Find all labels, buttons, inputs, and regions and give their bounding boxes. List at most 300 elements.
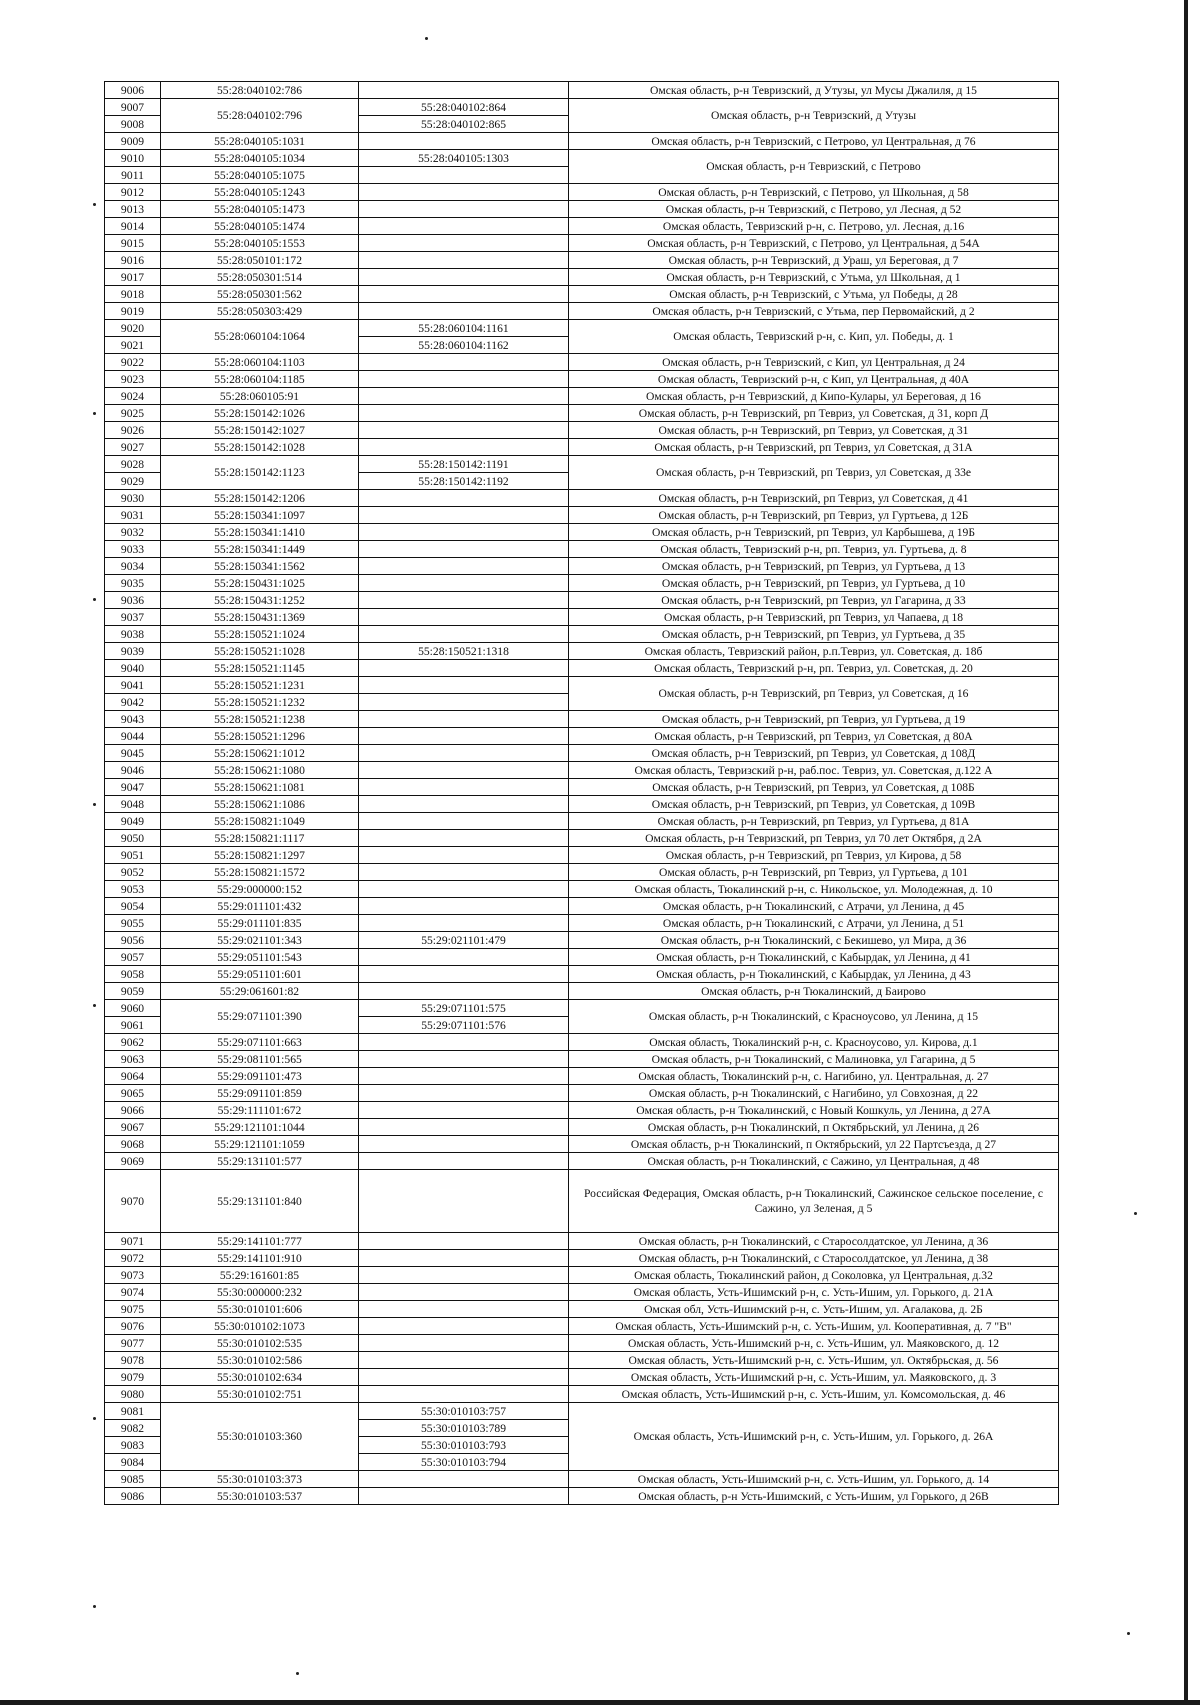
row-number-cell: 9072 bbox=[105, 1250, 161, 1267]
related-number-cell bbox=[359, 626, 569, 643]
address-cell: Омская область, Тевризский р-н, с. Петрово, ул. Лесная, д.16 bbox=[569, 218, 1059, 235]
row-number-cell: 9026 bbox=[105, 422, 161, 439]
address-cell: Омская область, р-н Тевризский, рп Тевриз, ул Карбышева, д 19Б bbox=[569, 524, 1059, 541]
related-number-cell bbox=[359, 422, 569, 439]
cadastral-number-cell: 55:30:010103:537 bbox=[161, 1488, 359, 1505]
address-cell: Омская область, Усть-Ишимский р-н, с. Усть-Ишим, ул. Кооперативная, д. 7 "В" bbox=[569, 1318, 1059, 1335]
related-number-cell bbox=[359, 575, 569, 592]
row-number-cell: 9009 bbox=[105, 133, 161, 150]
table-row bbox=[105, 643, 1059, 660]
table-row bbox=[105, 1284, 1059, 1301]
row-number-cell: 9021 bbox=[105, 337, 161, 354]
table-row bbox=[105, 405, 1059, 422]
row-number-cell: 9027 bbox=[105, 439, 161, 456]
cadastral-number-cell: 55:30:010103:373 bbox=[161, 1471, 359, 1488]
cadastral-number-cell: 55:28:040105:1075 bbox=[161, 167, 359, 184]
table-row bbox=[105, 983, 1059, 1000]
related-number-cell bbox=[359, 898, 569, 915]
cadastral-number-cell: 55:28:040105:1474 bbox=[161, 218, 359, 235]
related-number-cell bbox=[359, 286, 569, 303]
cadastral-number-cell: 55:28:150521:1145 bbox=[161, 660, 359, 677]
address-cell: Омская область, р-н Тевризский, рп Тевриз, ул Советская, д 31 bbox=[569, 422, 1059, 439]
table-row bbox=[105, 1301, 1059, 1318]
row-number-cell: 9016 bbox=[105, 252, 161, 269]
table-row bbox=[105, 439, 1059, 456]
table-row bbox=[105, 99, 1059, 116]
table-row bbox=[105, 898, 1059, 915]
address-cell: Омская область, р-н Тевризский, рп Тевриз, ул Советская, д 41 bbox=[569, 490, 1059, 507]
address-cell: Омская область, р-н Тевризский, рп Тевриз, ул Гагарина, д 33 bbox=[569, 592, 1059, 609]
row-number-cell: 9083 bbox=[105, 1437, 161, 1454]
scan-edge-right bbox=[1184, 0, 1188, 1705]
row-number-cell: 9025 bbox=[105, 405, 161, 422]
related-number-cell bbox=[359, 592, 569, 609]
table-row bbox=[105, 1051, 1059, 1068]
table-row bbox=[105, 1369, 1059, 1386]
row-number-cell: 9046 bbox=[105, 762, 161, 779]
table-row bbox=[105, 1267, 1059, 1284]
related-number-cell bbox=[359, 1068, 569, 1085]
related-number-cell: 55:28:150142:1191 bbox=[359, 456, 569, 473]
table-row bbox=[105, 218, 1059, 235]
row-number-cell: 9059 bbox=[105, 983, 161, 1000]
address-cell: Омская область, Тевризский р-н, рп. Тевриз, ул. Советская, д. 20 bbox=[569, 660, 1059, 677]
related-number-cell bbox=[359, 1369, 569, 1386]
related-number-cell bbox=[359, 1318, 569, 1335]
related-number-cell bbox=[359, 711, 569, 728]
row-number-cell: 9047 bbox=[105, 779, 161, 796]
row-number-cell: 9043 bbox=[105, 711, 161, 728]
cadastral-number-cell: 55:29:141101:910 bbox=[161, 1250, 359, 1267]
cadastral-number-cell: 55:28:150521:1024 bbox=[161, 626, 359, 643]
cadastral-number-cell: 55:28:150521:1232 bbox=[161, 694, 359, 711]
address-cell: Омская область, р-н Тюкалинский, с Малиновка, ул Гагарина, д 5 bbox=[569, 1051, 1059, 1068]
row-number-cell: 9077 bbox=[105, 1335, 161, 1352]
cadastral-number-cell: 55:28:060104:1185 bbox=[161, 371, 359, 388]
cadastral-number-cell: 55:28:060104:1103 bbox=[161, 354, 359, 371]
related-number-cell bbox=[359, 830, 569, 847]
cadastral-number-cell: 55:29:141101:777 bbox=[161, 1233, 359, 1250]
row-number-cell: 9074 bbox=[105, 1284, 161, 1301]
table-row bbox=[105, 133, 1059, 150]
related-number-cell bbox=[359, 133, 569, 150]
cadastral-number-cell: 55:29:011101:432 bbox=[161, 898, 359, 915]
address-cell: Омская область, р-н Тевризский, с Утьма, ул Школьная, д 1 bbox=[569, 269, 1059, 286]
related-number-cell bbox=[359, 1051, 569, 1068]
table-body bbox=[105, 82, 1059, 1505]
address-cell: Омская область, р-н Тевризский, рп Тевриз, ул 70 лет Октября, д 2А bbox=[569, 830, 1059, 847]
related-number-cell bbox=[359, 269, 569, 286]
table-row bbox=[105, 830, 1059, 847]
address-cell: Омская область, Усть-Ишимский р-н, с. Усть-Ишим, ул. Октябрьская, д. 56 bbox=[569, 1352, 1059, 1369]
row-number-cell: 9039 bbox=[105, 643, 161, 660]
table-row bbox=[105, 762, 1059, 779]
related-number-cell bbox=[359, 609, 569, 626]
table-row bbox=[105, 1233, 1059, 1250]
cadastral-number-cell: 55:29:021101:343 bbox=[161, 932, 359, 949]
row-number-cell: 9018 bbox=[105, 286, 161, 303]
row-number-cell: 9049 bbox=[105, 813, 161, 830]
table-row bbox=[105, 184, 1059, 201]
row-number-cell: 9057 bbox=[105, 949, 161, 966]
address-cell: Омская область, р-н Тевризский, рп Тевриз, ул Советская, д 80А bbox=[569, 728, 1059, 745]
related-number-cell bbox=[359, 1335, 569, 1352]
table-row bbox=[105, 1403, 1059, 1420]
address-cell: Омская область, р-н Тевризский, д Утузы bbox=[569, 99, 1059, 133]
table-row bbox=[105, 1386, 1059, 1403]
table-row bbox=[105, 1250, 1059, 1267]
related-number-cell bbox=[359, 303, 569, 320]
address-cell: Омская область, р-н Тевризский, рп Тевриз, ул Советская, д 108Б bbox=[569, 779, 1059, 796]
address-cell: Омская область, р-н Тюкалинский, с Бекишево, ул Мира, д 36 bbox=[569, 932, 1059, 949]
address-cell: Омская область, р-н Тевризский, с Петрово, ул Школьная, д 58 bbox=[569, 184, 1059, 201]
row-number-cell: 9078 bbox=[105, 1352, 161, 1369]
address-cell: Омская область, р-н Тюкалинский, с Атрачи, ул Ленина, д 51 bbox=[569, 915, 1059, 932]
table-row bbox=[105, 881, 1059, 898]
table-row bbox=[105, 1102, 1059, 1119]
row-number-cell: 9011 bbox=[105, 167, 161, 184]
address-cell: Омская область, Усть-Ишимский р-н, с. Усть-Ишим, ул. Комсомольская, д. 46 bbox=[569, 1386, 1059, 1403]
row-number-cell: 9008 bbox=[105, 116, 161, 133]
table-row bbox=[105, 150, 1059, 167]
row-number-cell: 9084 bbox=[105, 1454, 161, 1471]
row-number-cell: 9028 bbox=[105, 456, 161, 473]
address-cell: Омская область, р-н Тюкалинский, с Красноусово, ул Ленина, д 15 bbox=[569, 1000, 1059, 1034]
row-number-cell: 9015 bbox=[105, 235, 161, 252]
related-number-cell bbox=[359, 252, 569, 269]
scan-speck bbox=[93, 1417, 96, 1420]
related-number-cell bbox=[359, 728, 569, 745]
address-cell: Омская область, р-н Тевризский, рп Тевриз, ул Гуртьева, д 19 bbox=[569, 711, 1059, 728]
address-cell: Омская область, р-н Тевризский, рп Тевриз, ул Чапаева, д 18 bbox=[569, 609, 1059, 626]
row-number-cell: 9064 bbox=[105, 1068, 161, 1085]
related-number-cell: 55:28:040102:865 bbox=[359, 116, 569, 133]
table-row bbox=[105, 1352, 1059, 1369]
cadastral-number-cell: 55:28:150521:1238 bbox=[161, 711, 359, 728]
address-cell: Омская область, р-н Тевризский, д Ураш, ул Береговая, д 7 bbox=[569, 252, 1059, 269]
cadastral-number-cell: 55:29:091101:859 bbox=[161, 1085, 359, 1102]
row-number-cell: 9069 bbox=[105, 1153, 161, 1170]
related-number-cell bbox=[359, 1250, 569, 1267]
address-cell: Омская область, р-н Усть-Ишимский, с Усть-Ишим, ул Горького, д 26В bbox=[569, 1488, 1059, 1505]
related-number-cell bbox=[359, 490, 569, 507]
address-cell: Омская область, р-н Тюкалинский, д Баирово bbox=[569, 983, 1059, 1000]
cadastral-number-cell: 55:28:150431:1252 bbox=[161, 592, 359, 609]
address-cell: Омская область, Тюкалинский р-н, с. Красноусово, ул. Кирова, д.1 bbox=[569, 1034, 1059, 1051]
related-number-cell bbox=[359, 1085, 569, 1102]
cadastral-number-cell: 55:28:150341:1449 bbox=[161, 541, 359, 558]
cadastral-number-cell: 55:28:060104:1064 bbox=[161, 320, 359, 354]
address-cell: Омская область, р-н Тевризский, рп Тевриз, ул Советская, д 108Д bbox=[569, 745, 1059, 762]
table-row bbox=[105, 303, 1059, 320]
row-number-cell: 9060 bbox=[105, 1000, 161, 1017]
cadastral-number-cell: 55:29:081101:565 bbox=[161, 1051, 359, 1068]
address-cell: Омская область, р-н Тевризский, д Кипо-Кулары, ул Береговая, д 16 bbox=[569, 388, 1059, 405]
related-number-cell bbox=[359, 1284, 569, 1301]
table-row bbox=[105, 609, 1059, 626]
address-cell: Омская область, р-н Тевризский, рп Тевриз, ул Кирова, д 58 bbox=[569, 847, 1059, 864]
table-row bbox=[105, 252, 1059, 269]
cadastral-number-cell: 55:28:150621:1080 bbox=[161, 762, 359, 779]
address-cell: Омская область, р-н Тюкалинский, с Нагибино, ул Совхозная, д 22 bbox=[569, 1085, 1059, 1102]
address-cell: Омская область, р-н Тевризский, с Утьма, пер Первомайский, д 2 bbox=[569, 303, 1059, 320]
row-number-cell: 9035 bbox=[105, 575, 161, 592]
cadastral-number-cell: 55:28:040105:1553 bbox=[161, 235, 359, 252]
related-number-cell: 55:28:060104:1162 bbox=[359, 337, 569, 354]
related-number-cell: 55:30:010103:793 bbox=[359, 1437, 569, 1454]
cadastral-table bbox=[104, 81, 1059, 1505]
related-number-cell bbox=[359, 439, 569, 456]
table-row bbox=[105, 201, 1059, 218]
address-cell: Омская область, Тевризский р-н, раб.пос. Тевриз, ул. Советская, д.122 А bbox=[569, 762, 1059, 779]
related-number-cell bbox=[359, 1267, 569, 1284]
cadastral-number-cell: 55:28:050301:514 bbox=[161, 269, 359, 286]
row-number-cell: 9051 bbox=[105, 847, 161, 864]
related-number-cell bbox=[359, 371, 569, 388]
table-row bbox=[105, 1318, 1059, 1335]
cadastral-number-cell: 55:30:010102:535 bbox=[161, 1335, 359, 1352]
related-number-cell bbox=[359, 558, 569, 575]
table-row bbox=[105, 728, 1059, 745]
related-number-cell bbox=[359, 949, 569, 966]
row-number-cell: 9032 bbox=[105, 524, 161, 541]
row-number-cell: 9012 bbox=[105, 184, 161, 201]
cadastral-number-cell: 55:30:010101:606 bbox=[161, 1301, 359, 1318]
scan-speck bbox=[1134, 1212, 1137, 1215]
address-cell: Омская область, р-н Тевризский, с Петрово, ул Центральная, д 54А bbox=[569, 235, 1059, 252]
address-cell: Омская область, р-н Тюкалинский, с Старосолдатское, ул Ленина, д 36 bbox=[569, 1233, 1059, 1250]
table-row bbox=[105, 1488, 1059, 1505]
related-number-cell: 55:29:071101:575 bbox=[359, 1000, 569, 1017]
cadastral-number-cell: 55:28:040102:796 bbox=[161, 99, 359, 133]
related-number-cell bbox=[359, 184, 569, 201]
cadastral-number-cell: 55:29:061601:82 bbox=[161, 983, 359, 1000]
cadastral-number-cell: 55:28:150431:1025 bbox=[161, 575, 359, 592]
address-cell: Омская область, р-н Тевризский, рп Тевриз, ул Советская, д 109В bbox=[569, 796, 1059, 813]
table-row bbox=[105, 813, 1059, 830]
address-cell: Омская область, Тевризский р-н, с Кип, ул Центральная, д 40А bbox=[569, 371, 1059, 388]
table-row bbox=[105, 949, 1059, 966]
related-number-cell: 55:30:010103:794 bbox=[359, 1454, 569, 1471]
row-number-cell: 9030 bbox=[105, 490, 161, 507]
cadastral-number-cell: 55:28:060105:91 bbox=[161, 388, 359, 405]
table-row bbox=[105, 660, 1059, 677]
row-number-cell: 9063 bbox=[105, 1051, 161, 1068]
address-cell: Омская область, р-н Тюкалинский, с Кабырдак, ул Ленина, д 43 bbox=[569, 966, 1059, 983]
related-number-cell bbox=[359, 201, 569, 218]
table-row bbox=[105, 456, 1059, 473]
table-row bbox=[105, 235, 1059, 252]
table-row bbox=[105, 1000, 1059, 1017]
related-number-cell bbox=[359, 1488, 569, 1505]
address-cell: Омская область, Усть-Ишимский р-н, с. Усть-Ишим, ул. Маяковского, д. 3 bbox=[569, 1369, 1059, 1386]
row-number-cell: 9058 bbox=[105, 966, 161, 983]
row-number-cell: 9006 bbox=[105, 82, 161, 99]
related-number-cell bbox=[359, 1170, 569, 1233]
cadastral-number-cell: 55:30:010102:1073 bbox=[161, 1318, 359, 1335]
address-cell: Омская область, р-н Тевризский, рп Тевриз, ул Советская, д 33е bbox=[569, 456, 1059, 490]
related-number-cell bbox=[359, 1034, 569, 1051]
related-number-cell bbox=[359, 235, 569, 252]
row-number-cell: 9062 bbox=[105, 1034, 161, 1051]
address-cell: Омская область, р-н Тевризский, с Петрово, ул Центральная, д 76 bbox=[569, 133, 1059, 150]
cadastral-number-cell: 55:28:040105:1031 bbox=[161, 133, 359, 150]
related-number-cell bbox=[359, 745, 569, 762]
address-cell: Омская область, Тюкалинский р-н, с. Никольское, ул. Молодежная, д. 10 bbox=[569, 881, 1059, 898]
table-row bbox=[105, 796, 1059, 813]
scan-speck bbox=[296, 1672, 299, 1675]
row-number-cell: 9013 bbox=[105, 201, 161, 218]
cadastral-number-cell: 55:29:131101:577 bbox=[161, 1153, 359, 1170]
related-number-cell: 55:30:010103:789 bbox=[359, 1420, 569, 1437]
row-number-cell: 9017 bbox=[105, 269, 161, 286]
address-cell: Омская область, р-н Тюкалинский, с Атрачи, ул Ленина, д 45 bbox=[569, 898, 1059, 915]
cadastral-number-cell: 55:28:150821:1572 bbox=[161, 864, 359, 881]
address-cell: Омская область, Усть-Ишимский р-н, с. Усть-Ишим, ул. Горького, д. 14 bbox=[569, 1471, 1059, 1488]
address-cell: Омская область, р-н Тевризский, рп Тевриз, ул Гуртьева, д 35 bbox=[569, 626, 1059, 643]
address-cell: Омская область, р-н Тевризский, рп Тевриз, ул Гуртьева, д 12Б bbox=[569, 507, 1059, 524]
row-number-cell: 9056 bbox=[105, 932, 161, 949]
address-cell: Омская область, Усть-Ишимский р-н, с. Усть-Ишим, ул. Горького, д. 26А bbox=[569, 1403, 1059, 1471]
row-number-cell: 9034 bbox=[105, 558, 161, 575]
row-number-cell: 9075 bbox=[105, 1301, 161, 1318]
table-row bbox=[105, 745, 1059, 762]
cadastral-number-cell: 55:28:040105:1243 bbox=[161, 184, 359, 201]
table-row bbox=[105, 932, 1059, 949]
row-number-cell: 9067 bbox=[105, 1119, 161, 1136]
cadastral-number-cell: 55:28:040102:786 bbox=[161, 82, 359, 99]
cadastral-number-cell: 55:28:150821:1049 bbox=[161, 813, 359, 830]
related-number-cell bbox=[359, 354, 569, 371]
row-number-cell: 9037 bbox=[105, 609, 161, 626]
table-row bbox=[105, 269, 1059, 286]
scan-edge-bottom bbox=[0, 1700, 1200, 1705]
cadastral-number-cell: 55:28:150142:1028 bbox=[161, 439, 359, 456]
table-row bbox=[105, 1068, 1059, 1085]
row-number-cell: 9044 bbox=[105, 728, 161, 745]
row-number-cell: 9040 bbox=[105, 660, 161, 677]
cadastral-number-cell: 55:29:051101:543 bbox=[161, 949, 359, 966]
table-row bbox=[105, 82, 1059, 99]
cadastral-number-cell: 55:29:011101:835 bbox=[161, 915, 359, 932]
related-number-cell bbox=[359, 1352, 569, 1369]
related-number-cell bbox=[359, 983, 569, 1000]
related-number-cell bbox=[359, 694, 569, 711]
row-number-cell: 9061 bbox=[105, 1017, 161, 1034]
scan-speck bbox=[93, 598, 96, 601]
related-number-cell bbox=[359, 1386, 569, 1403]
related-number-cell bbox=[359, 524, 569, 541]
scan-speck bbox=[93, 203, 96, 206]
row-number-cell: 9022 bbox=[105, 354, 161, 371]
cadastral-number-cell: 55:28:150142:1026 bbox=[161, 405, 359, 422]
cadastral-number-cell: 55:30:010102:634 bbox=[161, 1369, 359, 1386]
related-number-cell bbox=[359, 1102, 569, 1119]
table-row bbox=[105, 847, 1059, 864]
row-number-cell: 9082 bbox=[105, 1420, 161, 1437]
related-number-cell bbox=[359, 1233, 569, 1250]
related-number-cell bbox=[359, 541, 569, 558]
cadastral-number-cell: 55:28:150821:1297 bbox=[161, 847, 359, 864]
table-row bbox=[105, 320, 1059, 337]
related-number-cell bbox=[359, 167, 569, 184]
table-row bbox=[105, 1335, 1059, 1352]
cadastral-number-cell: 55:28:150341:1562 bbox=[161, 558, 359, 575]
row-number-cell: 9065 bbox=[105, 1085, 161, 1102]
table-row bbox=[105, 490, 1059, 507]
address-cell: Омская область, р-н Тюкалинский, с Новый Кошкуль, ул Ленина, д 27А bbox=[569, 1102, 1059, 1119]
cadastral-number-cell: 55:28:150341:1097 bbox=[161, 507, 359, 524]
cadastral-number-cell: 55:28:150431:1369 bbox=[161, 609, 359, 626]
row-number-cell: 9031 bbox=[105, 507, 161, 524]
table-row bbox=[105, 592, 1059, 609]
related-number-cell bbox=[359, 507, 569, 524]
cadastral-number-cell: 55:29:121101:1044 bbox=[161, 1119, 359, 1136]
related-number-cell: 55:28:060104:1161 bbox=[359, 320, 569, 337]
related-number-cell: 55:29:021101:479 bbox=[359, 932, 569, 949]
address-cell: Омская область, р-н Тюкалинский, с Старосолдатское, ул Ленина, д 38 bbox=[569, 1250, 1059, 1267]
row-number-cell: 9055 bbox=[105, 915, 161, 932]
table-row bbox=[105, 1136, 1059, 1153]
scan-speck bbox=[1127, 1632, 1130, 1635]
table-row bbox=[105, 677, 1059, 694]
related-number-cell bbox=[359, 779, 569, 796]
table-row bbox=[105, 1471, 1059, 1488]
related-number-cell: 55:30:010103:757 bbox=[359, 1403, 569, 1420]
row-number-cell: 9014 bbox=[105, 218, 161, 235]
cadastral-number-cell: 55:29:000000:152 bbox=[161, 881, 359, 898]
address-cell: Омская область, Тевризский р-н, рп. Тевриз, ул. Гуртьева, д. 8 bbox=[569, 541, 1059, 558]
address-cell: Омская область, р-н Тевризский, с Кип, ул Центральная, д 24 bbox=[569, 354, 1059, 371]
table-row bbox=[105, 1153, 1059, 1170]
row-number-cell: 9007 bbox=[105, 99, 161, 116]
cadastral-number-cell: 55:28:150621:1012 bbox=[161, 745, 359, 762]
related-number-cell bbox=[359, 796, 569, 813]
address-cell: Омская область, р-н Тюкалинский, п Октябрьский, ул Ленина, д 26 bbox=[569, 1119, 1059, 1136]
row-number-cell: 9045 bbox=[105, 745, 161, 762]
table-row bbox=[105, 1119, 1059, 1136]
related-number-cell bbox=[359, 881, 569, 898]
table-row bbox=[105, 626, 1059, 643]
address-cell: Омская область, Усть-Ишимский р-н, с. Усть-Ишим, ул. Маяковского, д. 12 bbox=[569, 1335, 1059, 1352]
row-number-cell: 9054 bbox=[105, 898, 161, 915]
table-row bbox=[105, 1034, 1059, 1051]
related-number-cell: 55:29:071101:576 bbox=[359, 1017, 569, 1034]
row-number-cell: 9085 bbox=[105, 1471, 161, 1488]
cadastral-number-cell: 55:29:131101:840 bbox=[161, 1170, 359, 1233]
table-row bbox=[105, 966, 1059, 983]
row-number-cell: 9079 bbox=[105, 1369, 161, 1386]
related-number-cell: 55:28:040102:864 bbox=[359, 99, 569, 116]
related-number-cell bbox=[359, 847, 569, 864]
address-cell: Омская область, р-н Тевризский, с Петрово, ул Лесная, д 52 bbox=[569, 201, 1059, 218]
related-number-cell bbox=[359, 762, 569, 779]
cadastral-number-cell: 55:29:091101:473 bbox=[161, 1068, 359, 1085]
table-row bbox=[105, 507, 1059, 524]
row-number-cell: 9073 bbox=[105, 1267, 161, 1284]
scan-speck bbox=[93, 1004, 96, 1007]
table-row bbox=[105, 286, 1059, 303]
row-number-cell: 9071 bbox=[105, 1233, 161, 1250]
related-number-cell bbox=[359, 1301, 569, 1318]
cadastral-number-cell: 55:30:010103:360 bbox=[161, 1403, 359, 1471]
address-cell: Омская область, р-н Тевризский, с Петрово bbox=[569, 150, 1059, 184]
cadastral-number-cell: 55:30:010102:586 bbox=[161, 1352, 359, 1369]
cadastral-number-cell: 55:30:010102:751 bbox=[161, 1386, 359, 1403]
address-cell: Омская область, Тевризский район, р.п.Тевриз, ул. Советская, д. 18б bbox=[569, 643, 1059, 660]
address-cell: Омская область, р-н Тевризский, рп Тевриз, ул Советская, д 16 bbox=[569, 677, 1059, 711]
row-number-cell: 9052 bbox=[105, 864, 161, 881]
